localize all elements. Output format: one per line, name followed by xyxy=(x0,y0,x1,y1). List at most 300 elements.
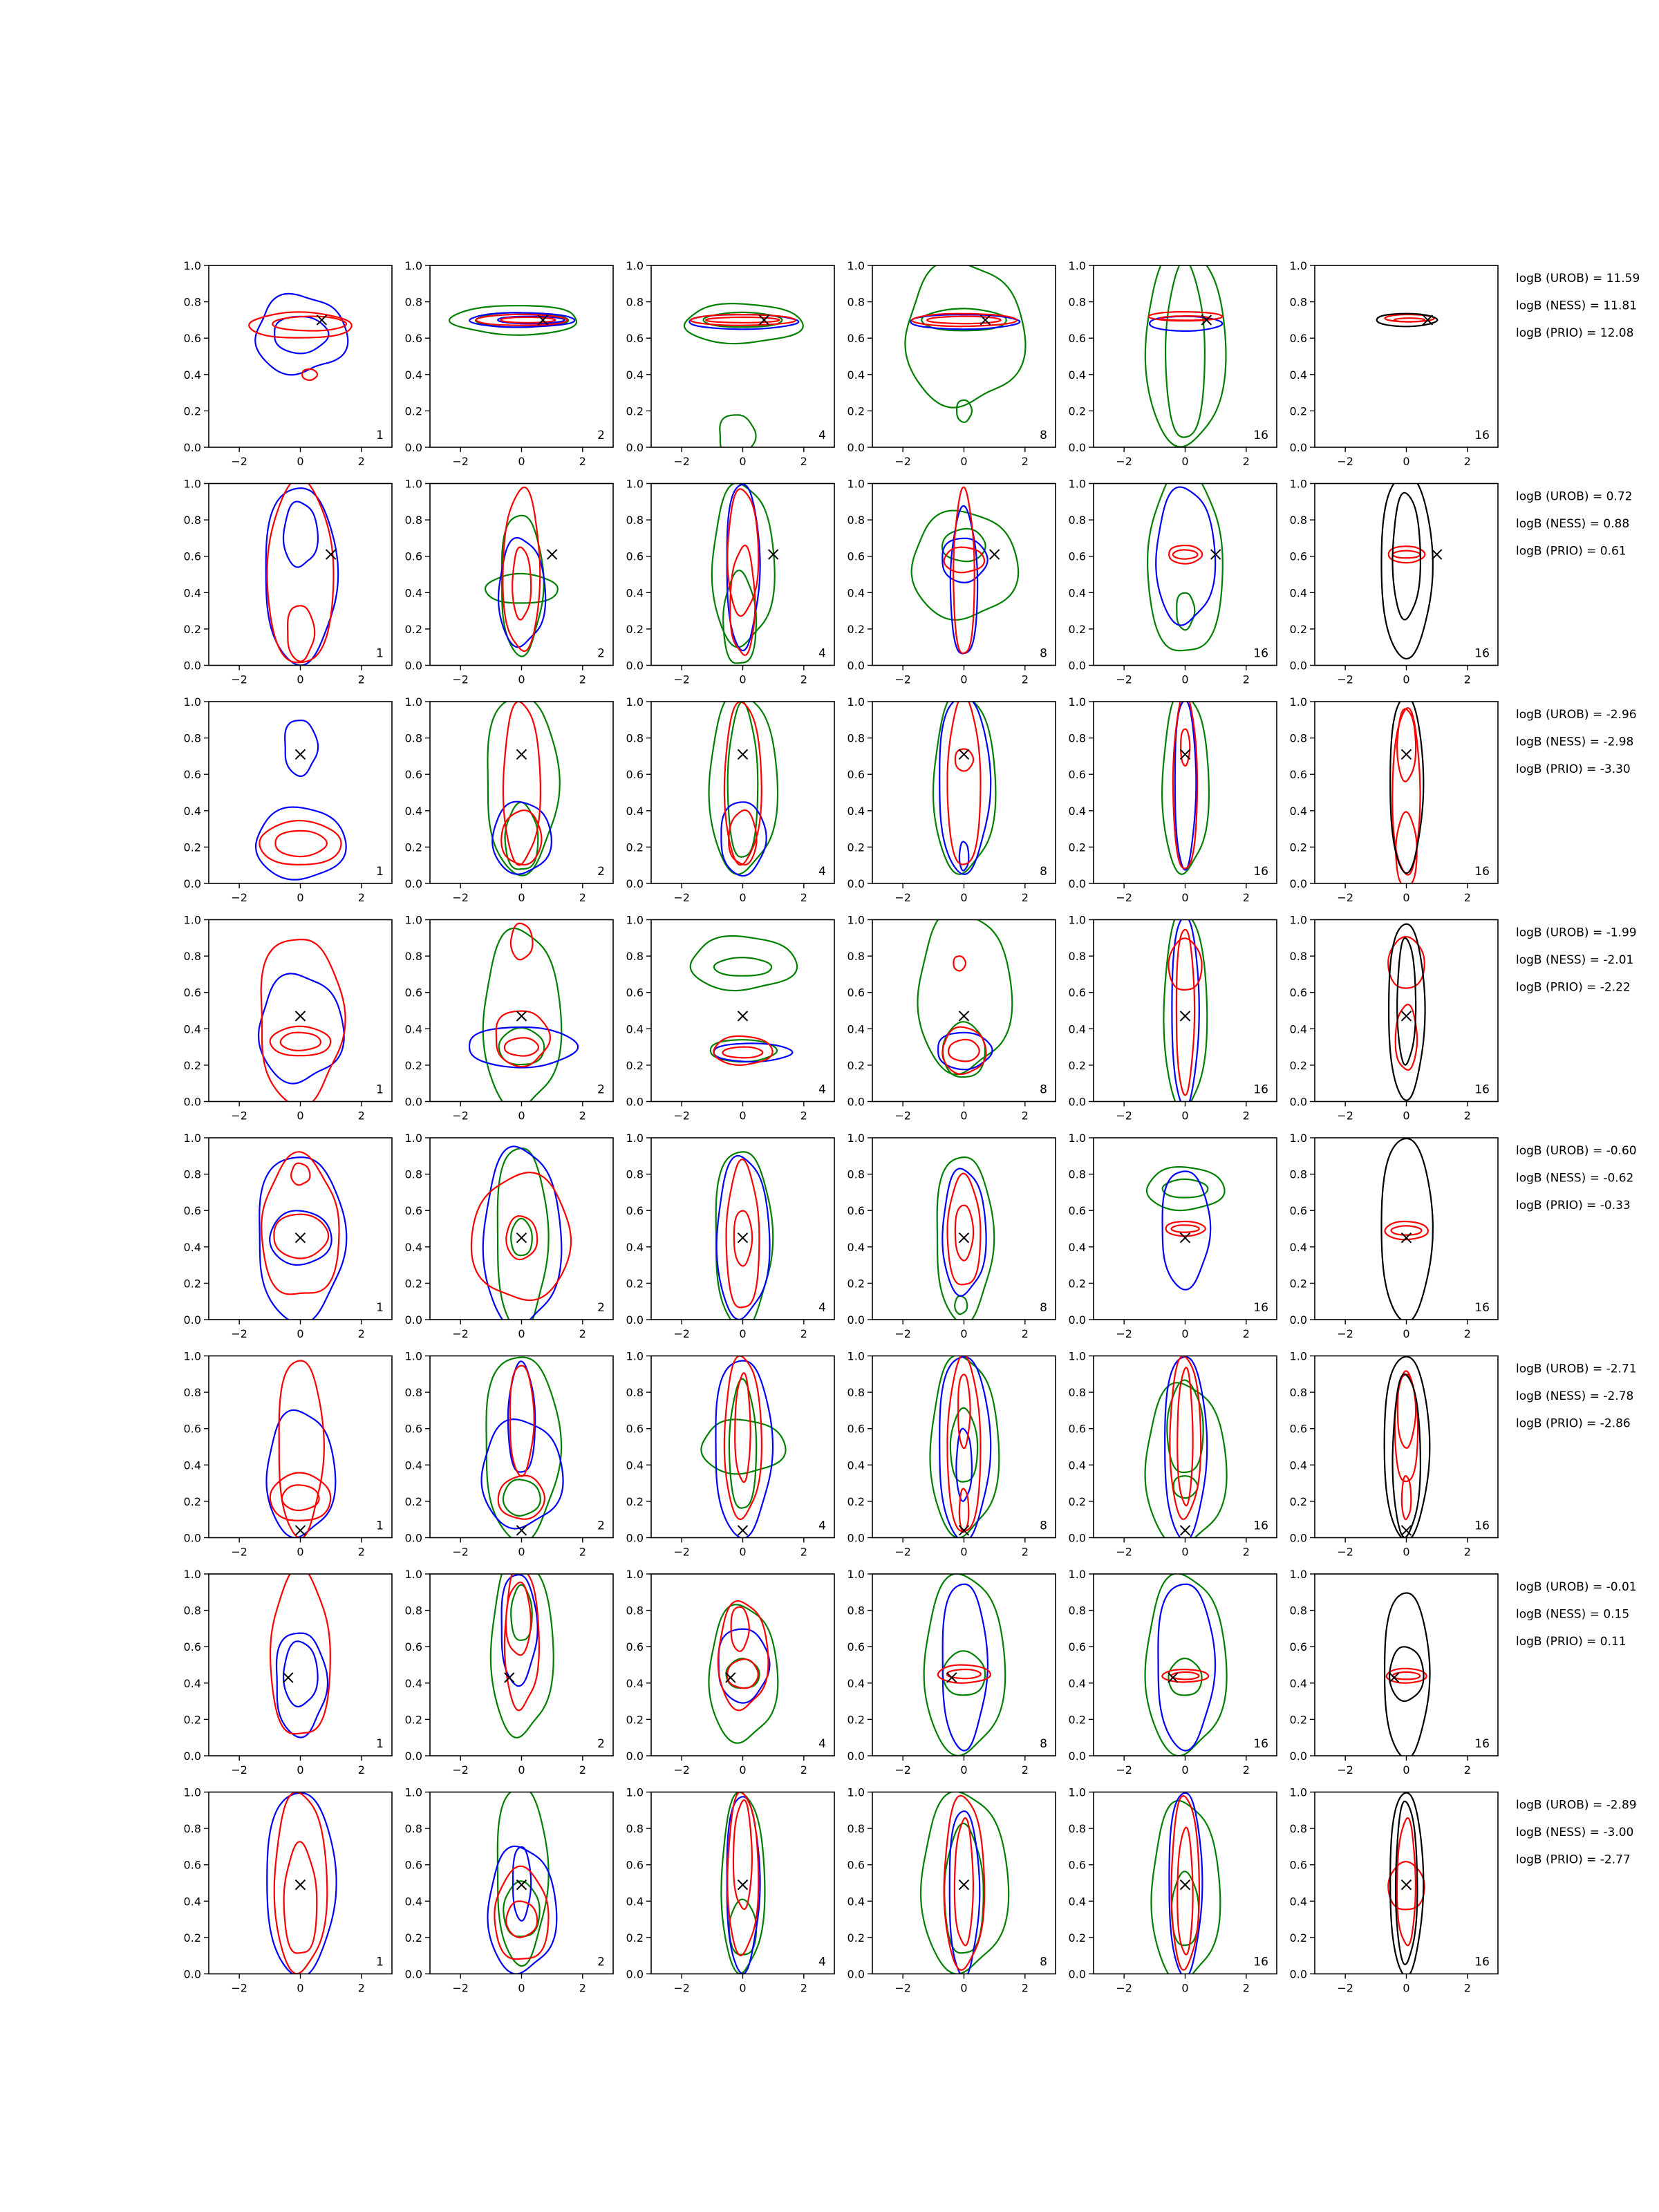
y-tick-label: 0.0 xyxy=(183,1095,201,1109)
y-tick-label: 0.2 xyxy=(847,1277,865,1291)
y-tick-label: 0.4 xyxy=(847,368,865,382)
contour-prio-2 xyxy=(723,1047,763,1058)
axes-frame xyxy=(651,1574,834,1756)
true-point-marker xyxy=(1402,1011,1412,1021)
y-tick-label: 0.0 xyxy=(183,1750,201,1763)
contour-urob-1 xyxy=(714,1043,793,1062)
panel-label: 8 xyxy=(1040,1955,1047,1969)
axes-frame xyxy=(651,484,834,666)
contour-ness-1 xyxy=(483,928,562,1111)
x-tick-label: −2 xyxy=(452,455,469,468)
x-tick-label: −2 xyxy=(1337,1763,1353,1777)
x-tick-label: 2 xyxy=(1021,1109,1029,1123)
x-tick-label: 2 xyxy=(1242,1109,1250,1123)
y-tick-label: 1.0 xyxy=(404,1568,422,1581)
contour-prio-2 xyxy=(512,547,531,620)
y-tick-label: 0.0 xyxy=(1289,441,1307,454)
contour-ness-2 xyxy=(503,1479,541,1516)
y-tick-label: 1.0 xyxy=(1289,1785,1307,1799)
y-tick-label: 0.6 xyxy=(626,768,644,782)
y-tick-label: 0.8 xyxy=(1289,1168,1307,1181)
x-tick-label: 0 xyxy=(1403,673,1410,686)
y-tick-label: 0.0 xyxy=(1289,1967,1307,1981)
y-tick-label: 0.0 xyxy=(183,1313,201,1327)
contour-ness-2 xyxy=(728,702,758,856)
axes-frame xyxy=(209,1574,392,1756)
panel-label: 16 xyxy=(1253,1519,1268,1533)
y-tick-label: 0.8 xyxy=(626,950,644,964)
panel-r2-c2 xyxy=(405,478,613,686)
y-tick-label: 0.6 xyxy=(1068,550,1086,563)
contour-prio-2 xyxy=(1177,1828,1192,1955)
contour-prio-1 xyxy=(727,489,758,616)
x-tick-label: 2 xyxy=(357,1327,365,1340)
axes-frame xyxy=(209,484,392,666)
y-tick-label: 0.4 xyxy=(404,1240,422,1254)
y-tick-label: 1.0 xyxy=(847,695,865,709)
y-tick-label: 0.6 xyxy=(183,768,201,782)
panel-r3-c4 xyxy=(847,693,1056,904)
contour-prio-3 xyxy=(291,1163,310,1185)
axes-frame xyxy=(1315,484,1498,666)
panel-label: 2 xyxy=(597,1082,605,1097)
contour-prio-1 xyxy=(505,1564,539,1710)
contour-prio-2 xyxy=(955,1206,973,1261)
y-tick-label: 0.4 xyxy=(1068,1895,1086,1909)
contour-prio-2 xyxy=(270,1027,331,1056)
y-tick-label: 0.8 xyxy=(847,950,865,964)
contour-prio-2 xyxy=(1177,1367,1192,1506)
x-tick-label: −2 xyxy=(1116,891,1132,904)
y-tick-label: 0.8 xyxy=(847,1168,865,1181)
y-tick-label: 0.4 xyxy=(1289,1895,1307,1909)
x-tick-label: 2 xyxy=(800,1545,807,1559)
y-tick-label: 0.0 xyxy=(847,1095,865,1109)
y-tick-label: 0.8 xyxy=(1289,295,1307,309)
logb-annotation: logB (PRIO) = -2.86 xyxy=(1516,1416,1631,1431)
y-tick-label: 0.6 xyxy=(1068,332,1086,346)
contour-urob-1 xyxy=(1156,487,1215,626)
contour-urob-1 xyxy=(469,1027,578,1068)
x-tick-label: 0 xyxy=(297,1545,304,1559)
x-tick-label: 2 xyxy=(579,455,586,468)
x-tick-label: −2 xyxy=(231,1981,247,1995)
y-tick-label: 0.2 xyxy=(626,404,644,418)
contour-prio-2 xyxy=(733,1800,752,1909)
y-tick-label: 0.2 xyxy=(847,1713,865,1727)
contour-prio-2 xyxy=(948,1040,980,1062)
y-tick-label: 0.6 xyxy=(626,1858,644,1872)
contour-reference-1 xyxy=(1390,697,1423,873)
panel-label: 16 xyxy=(1474,1519,1490,1533)
panel-label: 8 xyxy=(1040,1519,1047,1533)
y-tick-label: 0.4 xyxy=(1068,368,1086,382)
contour-prio-2 xyxy=(1172,1225,1199,1232)
x-tick-label: −2 xyxy=(894,455,911,468)
y-tick-label: 0.8 xyxy=(183,731,201,745)
y-tick-label: 0.6 xyxy=(626,986,644,1000)
panel-r4-c2 xyxy=(405,914,613,1123)
y-tick-label: 0.2 xyxy=(183,1713,201,1727)
x-tick-label: 0 xyxy=(1403,891,1410,904)
logb-annotation: logB (UROB) = 0.72 xyxy=(1516,489,1633,504)
axes-frame xyxy=(651,920,834,1102)
panel-r1-c1 xyxy=(184,259,392,468)
contour-urob-1 xyxy=(719,1629,770,1703)
panel-label: 1 xyxy=(376,1519,384,1533)
y-tick-label: 0.4 xyxy=(404,804,422,818)
panel-label: 16 xyxy=(1474,1301,1490,1315)
y-tick-label: 1.0 xyxy=(183,259,201,272)
y-tick-label: 1.0 xyxy=(1068,1568,1086,1581)
y-tick-label: 0.4 xyxy=(626,1676,644,1690)
true-point-marker xyxy=(296,1880,306,1890)
panel-r3-c5 xyxy=(1069,692,1277,904)
y-tick-label: 0.4 xyxy=(183,586,201,600)
panel-r8-c2 xyxy=(405,1786,613,1995)
x-tick-label: 0 xyxy=(960,455,968,468)
y-tick-label: 0.2 xyxy=(1289,1494,1307,1508)
y-tick-label: 0.4 xyxy=(1289,1240,1307,1254)
contour-urob-1 xyxy=(942,1168,986,1295)
y-tick-label: 1.0 xyxy=(1289,477,1307,491)
x-tick-label: 2 xyxy=(1242,1763,1250,1777)
x-tick-label: −2 xyxy=(673,1545,690,1559)
contour-ness-2 xyxy=(1172,1871,1199,1945)
true-point-marker xyxy=(959,1011,969,1021)
y-tick-label: 0.4 xyxy=(847,1240,865,1254)
y-tick-label: 0.0 xyxy=(847,441,865,454)
x-tick-label: 2 xyxy=(357,1545,365,1559)
x-tick-label: 2 xyxy=(1021,1763,1029,1777)
y-tick-label: 0.6 xyxy=(1289,768,1307,782)
panel-r5-c3 xyxy=(626,1132,834,1340)
panel-label: 4 xyxy=(818,1955,826,1969)
y-tick-label: 1.0 xyxy=(183,695,201,709)
y-tick-label: 0.0 xyxy=(404,1531,422,1545)
panel-label: 1 xyxy=(376,646,384,661)
logb-annotation: logB (NESS) = -2.98 xyxy=(1516,735,1634,749)
panel-label: 16 xyxy=(1474,646,1490,661)
y-tick-label: 0.4 xyxy=(183,804,201,818)
panel-r8-c6 xyxy=(1290,1786,1498,1995)
x-tick-label: −2 xyxy=(673,673,690,686)
x-tick-label: −2 xyxy=(894,673,911,686)
y-tick-label: 0.6 xyxy=(183,1204,201,1218)
y-tick-label: 0.4 xyxy=(1068,1022,1086,1036)
x-tick-label: 2 xyxy=(800,1109,807,1123)
x-tick-label: 0 xyxy=(297,455,304,468)
x-tick-label: −2 xyxy=(1116,1981,1132,1995)
x-tick-label: 2 xyxy=(579,1545,586,1559)
panel-r8-c1 xyxy=(184,1786,392,1995)
y-tick-label: 0.0 xyxy=(404,1095,422,1109)
x-tick-label: 0 xyxy=(739,891,747,904)
y-tick-label: 0.0 xyxy=(183,659,201,673)
axes-frame xyxy=(1094,1356,1277,1538)
panel-label: 16 xyxy=(1253,646,1268,661)
y-tick-label: 0.0 xyxy=(404,1967,422,1981)
x-tick-label: 2 xyxy=(1463,1981,1471,1995)
contour-prio-2 xyxy=(955,749,973,771)
y-tick-label: 0.4 xyxy=(183,1022,201,1036)
y-tick-label: 0.2 xyxy=(626,1494,644,1508)
y-tick-label: 0.2 xyxy=(1068,1058,1086,1072)
x-tick-label: 2 xyxy=(357,1981,365,1995)
contour-prio-1 xyxy=(261,1152,339,1294)
y-tick-label: 1.0 xyxy=(183,913,201,927)
x-tick-label: −2 xyxy=(231,455,247,468)
axes-frame xyxy=(1315,702,1498,883)
panel-r1-c2 xyxy=(405,259,613,468)
contour-ness-1 xyxy=(1145,1573,1227,1756)
y-tick-label: 0.2 xyxy=(626,1713,644,1727)
y-tick-label: 0.8 xyxy=(1289,731,1307,745)
panel-label: 2 xyxy=(597,1301,605,1315)
x-tick-label: −2 xyxy=(1337,1109,1353,1123)
logb-annotation: logB (NESS) = 0.88 xyxy=(1516,517,1630,531)
x-tick-label: −2 xyxy=(452,1981,469,1995)
panel-r3-c1 xyxy=(184,695,392,904)
y-tick-label: 0.8 xyxy=(1068,950,1086,964)
axes-frame xyxy=(651,1356,834,1538)
contour-ness-1 xyxy=(917,910,1012,1074)
axes-frame xyxy=(872,265,1056,447)
panel-r2-c3 xyxy=(626,478,834,686)
y-tick-label: 0.0 xyxy=(1068,1095,1086,1109)
axes-frame xyxy=(1315,1574,1498,1756)
y-tick-label: 0.6 xyxy=(1289,332,1307,346)
y-tick-label: 1.0 xyxy=(1289,1568,1307,1581)
panel-label: 8 xyxy=(1040,429,1047,442)
contour-prio-2 xyxy=(1177,930,1194,1096)
y-tick-label: 0.6 xyxy=(183,1858,201,1872)
y-tick-label: 1.0 xyxy=(1068,1132,1086,1145)
y-tick-label: 0.6 xyxy=(1068,1858,1086,1872)
y-tick-label: 1.0 xyxy=(626,695,644,709)
true-point-marker xyxy=(505,1673,514,1683)
y-tick-label: 0.8 xyxy=(847,731,865,745)
contour-urob-2 xyxy=(956,1429,972,1501)
y-tick-label: 1.0 xyxy=(1068,1785,1086,1799)
x-tick-label: 0 xyxy=(518,1545,525,1559)
x-tick-label: 2 xyxy=(800,1981,807,1995)
y-tick-label: 0.6 xyxy=(1068,1640,1086,1654)
x-tick-label: 2 xyxy=(579,891,586,904)
panel-r4-c5 xyxy=(1069,911,1277,1123)
contour-prio-2 xyxy=(706,317,779,323)
y-tick-label: 0.6 xyxy=(847,1858,865,1872)
contour-prio-2 xyxy=(927,317,1000,324)
y-tick-label: 0.2 xyxy=(1289,1277,1307,1291)
contour-prio-2 xyxy=(1397,1818,1416,1945)
logb-annotation: logB (NESS) = 0.15 xyxy=(1516,1607,1630,1622)
y-tick-label: 0.2 xyxy=(1289,1058,1307,1072)
true-point-marker xyxy=(517,749,527,759)
y-tick-label: 0.8 xyxy=(1068,295,1086,309)
panel-label: 4 xyxy=(818,1737,826,1751)
x-tick-label: 2 xyxy=(1021,891,1029,904)
y-tick-label: 1.0 xyxy=(626,1349,644,1363)
y-tick-label: 0.2 xyxy=(1068,841,1086,854)
axes-frame xyxy=(651,1138,834,1320)
y-tick-label: 0.0 xyxy=(847,659,865,673)
y-tick-label: 0.6 xyxy=(1289,1422,1307,1436)
y-tick-label: 1.0 xyxy=(847,477,865,491)
contour-prio-3 xyxy=(954,956,966,971)
contour-ness-1 xyxy=(449,306,577,335)
y-tick-label: 0.0 xyxy=(626,877,644,890)
axes-frame xyxy=(430,1138,613,1320)
y-tick-label: 0.8 xyxy=(183,1386,201,1400)
contour-prio-3 xyxy=(511,924,533,960)
panel-label: 2 xyxy=(597,1519,605,1533)
panel-r3-c3 xyxy=(626,693,834,904)
panel-r1-c4 xyxy=(847,259,1056,468)
y-tick-label: 0.6 xyxy=(847,1640,865,1654)
contour-urob-2 xyxy=(283,502,318,568)
y-tick-label: 0.6 xyxy=(404,1204,422,1218)
panel-label: 8 xyxy=(1040,1737,1047,1751)
true-point-marker xyxy=(1181,1011,1190,1021)
y-tick-label: 0.6 xyxy=(404,332,422,346)
y-tick-label: 1.0 xyxy=(404,695,422,709)
y-tick-label: 0.6 xyxy=(183,1640,201,1654)
true-point-marker xyxy=(738,1011,748,1021)
y-tick-label: 0.0 xyxy=(1068,659,1086,673)
y-tick-label: 0.6 xyxy=(847,768,865,782)
panel-r3-c2 xyxy=(405,695,613,904)
y-tick-label: 0.4 xyxy=(847,1022,865,1036)
x-tick-label: 0 xyxy=(960,1763,968,1777)
panel-label: 16 xyxy=(1253,429,1268,442)
y-tick-label: 0.8 xyxy=(847,295,865,309)
true-point-marker xyxy=(738,749,748,759)
true-point-marker xyxy=(1181,1233,1190,1243)
y-tick-label: 0.6 xyxy=(1289,986,1307,1000)
x-tick-label: 0 xyxy=(297,1981,304,1995)
x-tick-label: −2 xyxy=(1116,455,1132,468)
contour-prio-1 xyxy=(948,695,981,865)
x-tick-label: −2 xyxy=(452,1545,469,1559)
y-tick-label: 0.6 xyxy=(847,1422,865,1436)
y-tick-label: 0.2 xyxy=(626,1058,644,1072)
true-point-marker xyxy=(326,550,336,559)
panel-label: 16 xyxy=(1253,1737,1268,1751)
panel-label: 16 xyxy=(1253,1955,1268,1969)
y-tick-label: 0.2 xyxy=(1289,1931,1307,1944)
panel-label: 16 xyxy=(1474,1737,1490,1751)
contour-prio-2 xyxy=(506,1582,531,1655)
y-tick-label: 0.0 xyxy=(1289,1313,1307,1327)
y-tick-label: 0.2 xyxy=(404,841,422,854)
y-tick-label: 1.0 xyxy=(1289,913,1307,927)
panel-label: 4 xyxy=(818,646,826,661)
y-tick-label: 0.6 xyxy=(1289,550,1307,563)
y-tick-label: 0.6 xyxy=(1068,986,1086,1000)
x-tick-label: −2 xyxy=(1337,891,1353,904)
y-tick-label: 0.8 xyxy=(183,950,201,964)
contour-prio-2 xyxy=(505,1038,538,1056)
y-tick-label: 0.2 xyxy=(1068,622,1086,636)
logb-annotation: logB (UROB) = -0.01 xyxy=(1516,1580,1637,1594)
panel-r1-c3 xyxy=(626,259,834,468)
contour-ness-1 xyxy=(1162,693,1209,874)
axes-frame xyxy=(430,484,613,666)
y-tick-label: 0.6 xyxy=(1068,1204,1086,1218)
y-tick-label: 0.4 xyxy=(1068,1459,1086,1472)
x-tick-label: 0 xyxy=(297,1109,304,1123)
y-tick-label: 1.0 xyxy=(183,1349,201,1363)
x-tick-label: −2 xyxy=(1337,1327,1353,1340)
y-tick-label: 0.6 xyxy=(183,986,201,1000)
panel-label: 8 xyxy=(1040,1082,1047,1097)
x-tick-label: 2 xyxy=(1021,1327,1029,1340)
contour-prio-3 xyxy=(281,1033,321,1051)
axes-frame xyxy=(651,1792,834,1974)
x-tick-label: −2 xyxy=(673,1763,690,1777)
panel-r4-c6 xyxy=(1290,914,1498,1123)
true-point-marker xyxy=(959,749,969,759)
x-tick-label: 0 xyxy=(518,1981,525,1995)
contour-ness-1 xyxy=(1145,1382,1227,1546)
contour-ness-1 xyxy=(709,693,778,874)
contour-ness-1 xyxy=(712,483,775,647)
y-tick-label: 0.0 xyxy=(626,1531,644,1545)
contour-ness-2 xyxy=(942,529,986,561)
x-tick-label: 0 xyxy=(518,673,525,686)
panel-r5-c4 xyxy=(847,1132,1056,1340)
panel-r5-c1 xyxy=(184,1132,392,1340)
contour-ness-3 xyxy=(1174,1476,1198,1498)
logb-annotation: logB (NESS) = -0.62 xyxy=(1516,1171,1634,1185)
y-tick-label: 0.6 xyxy=(626,1422,644,1436)
y-tick-label: 0.2 xyxy=(1068,404,1086,418)
y-tick-label: 0.4 xyxy=(626,804,644,818)
x-tick-label: 2 xyxy=(1021,1545,1029,1559)
x-tick-label: 0 xyxy=(1181,1109,1189,1123)
true-point-marker xyxy=(283,1673,293,1683)
y-tick-label: 0.6 xyxy=(847,550,865,563)
x-tick-label: 2 xyxy=(579,1981,586,1995)
y-tick-label: 0.4 xyxy=(183,1459,201,1472)
x-tick-label: 2 xyxy=(800,891,807,904)
contour-prio-2 xyxy=(272,317,346,331)
y-tick-label: 0.6 xyxy=(1289,1204,1307,1218)
y-tick-label: 0.4 xyxy=(404,586,422,600)
true-point-marker xyxy=(759,315,769,325)
y-tick-label: 0.4 xyxy=(183,1676,201,1690)
y-tick-label: 0.4 xyxy=(626,1240,644,1254)
y-tick-label: 0.4 xyxy=(1289,1459,1307,1472)
x-tick-label: −2 xyxy=(1337,1981,1353,1995)
x-tick-label: 0 xyxy=(297,1763,304,1777)
x-tick-label: 2 xyxy=(1242,455,1250,468)
x-tick-label: 0 xyxy=(297,891,304,904)
panel-label: 1 xyxy=(376,865,384,879)
logb-annotation: logB (NESS) = -2.78 xyxy=(1516,1389,1634,1403)
x-tick-label: 2 xyxy=(1021,673,1029,686)
y-tick-label: 0.2 xyxy=(626,841,644,854)
y-tick-label: 0.4 xyxy=(1289,368,1307,382)
panel-r7-c4 xyxy=(847,1568,1056,1777)
panel-r1-c6 xyxy=(1290,259,1498,468)
y-tick-label: 0.8 xyxy=(404,1386,422,1400)
y-tick-label: 0.8 xyxy=(183,295,201,309)
y-tick-label: 0.4 xyxy=(404,1459,422,1472)
x-tick-label: 2 xyxy=(1463,891,1471,904)
x-tick-label: 2 xyxy=(357,673,365,686)
